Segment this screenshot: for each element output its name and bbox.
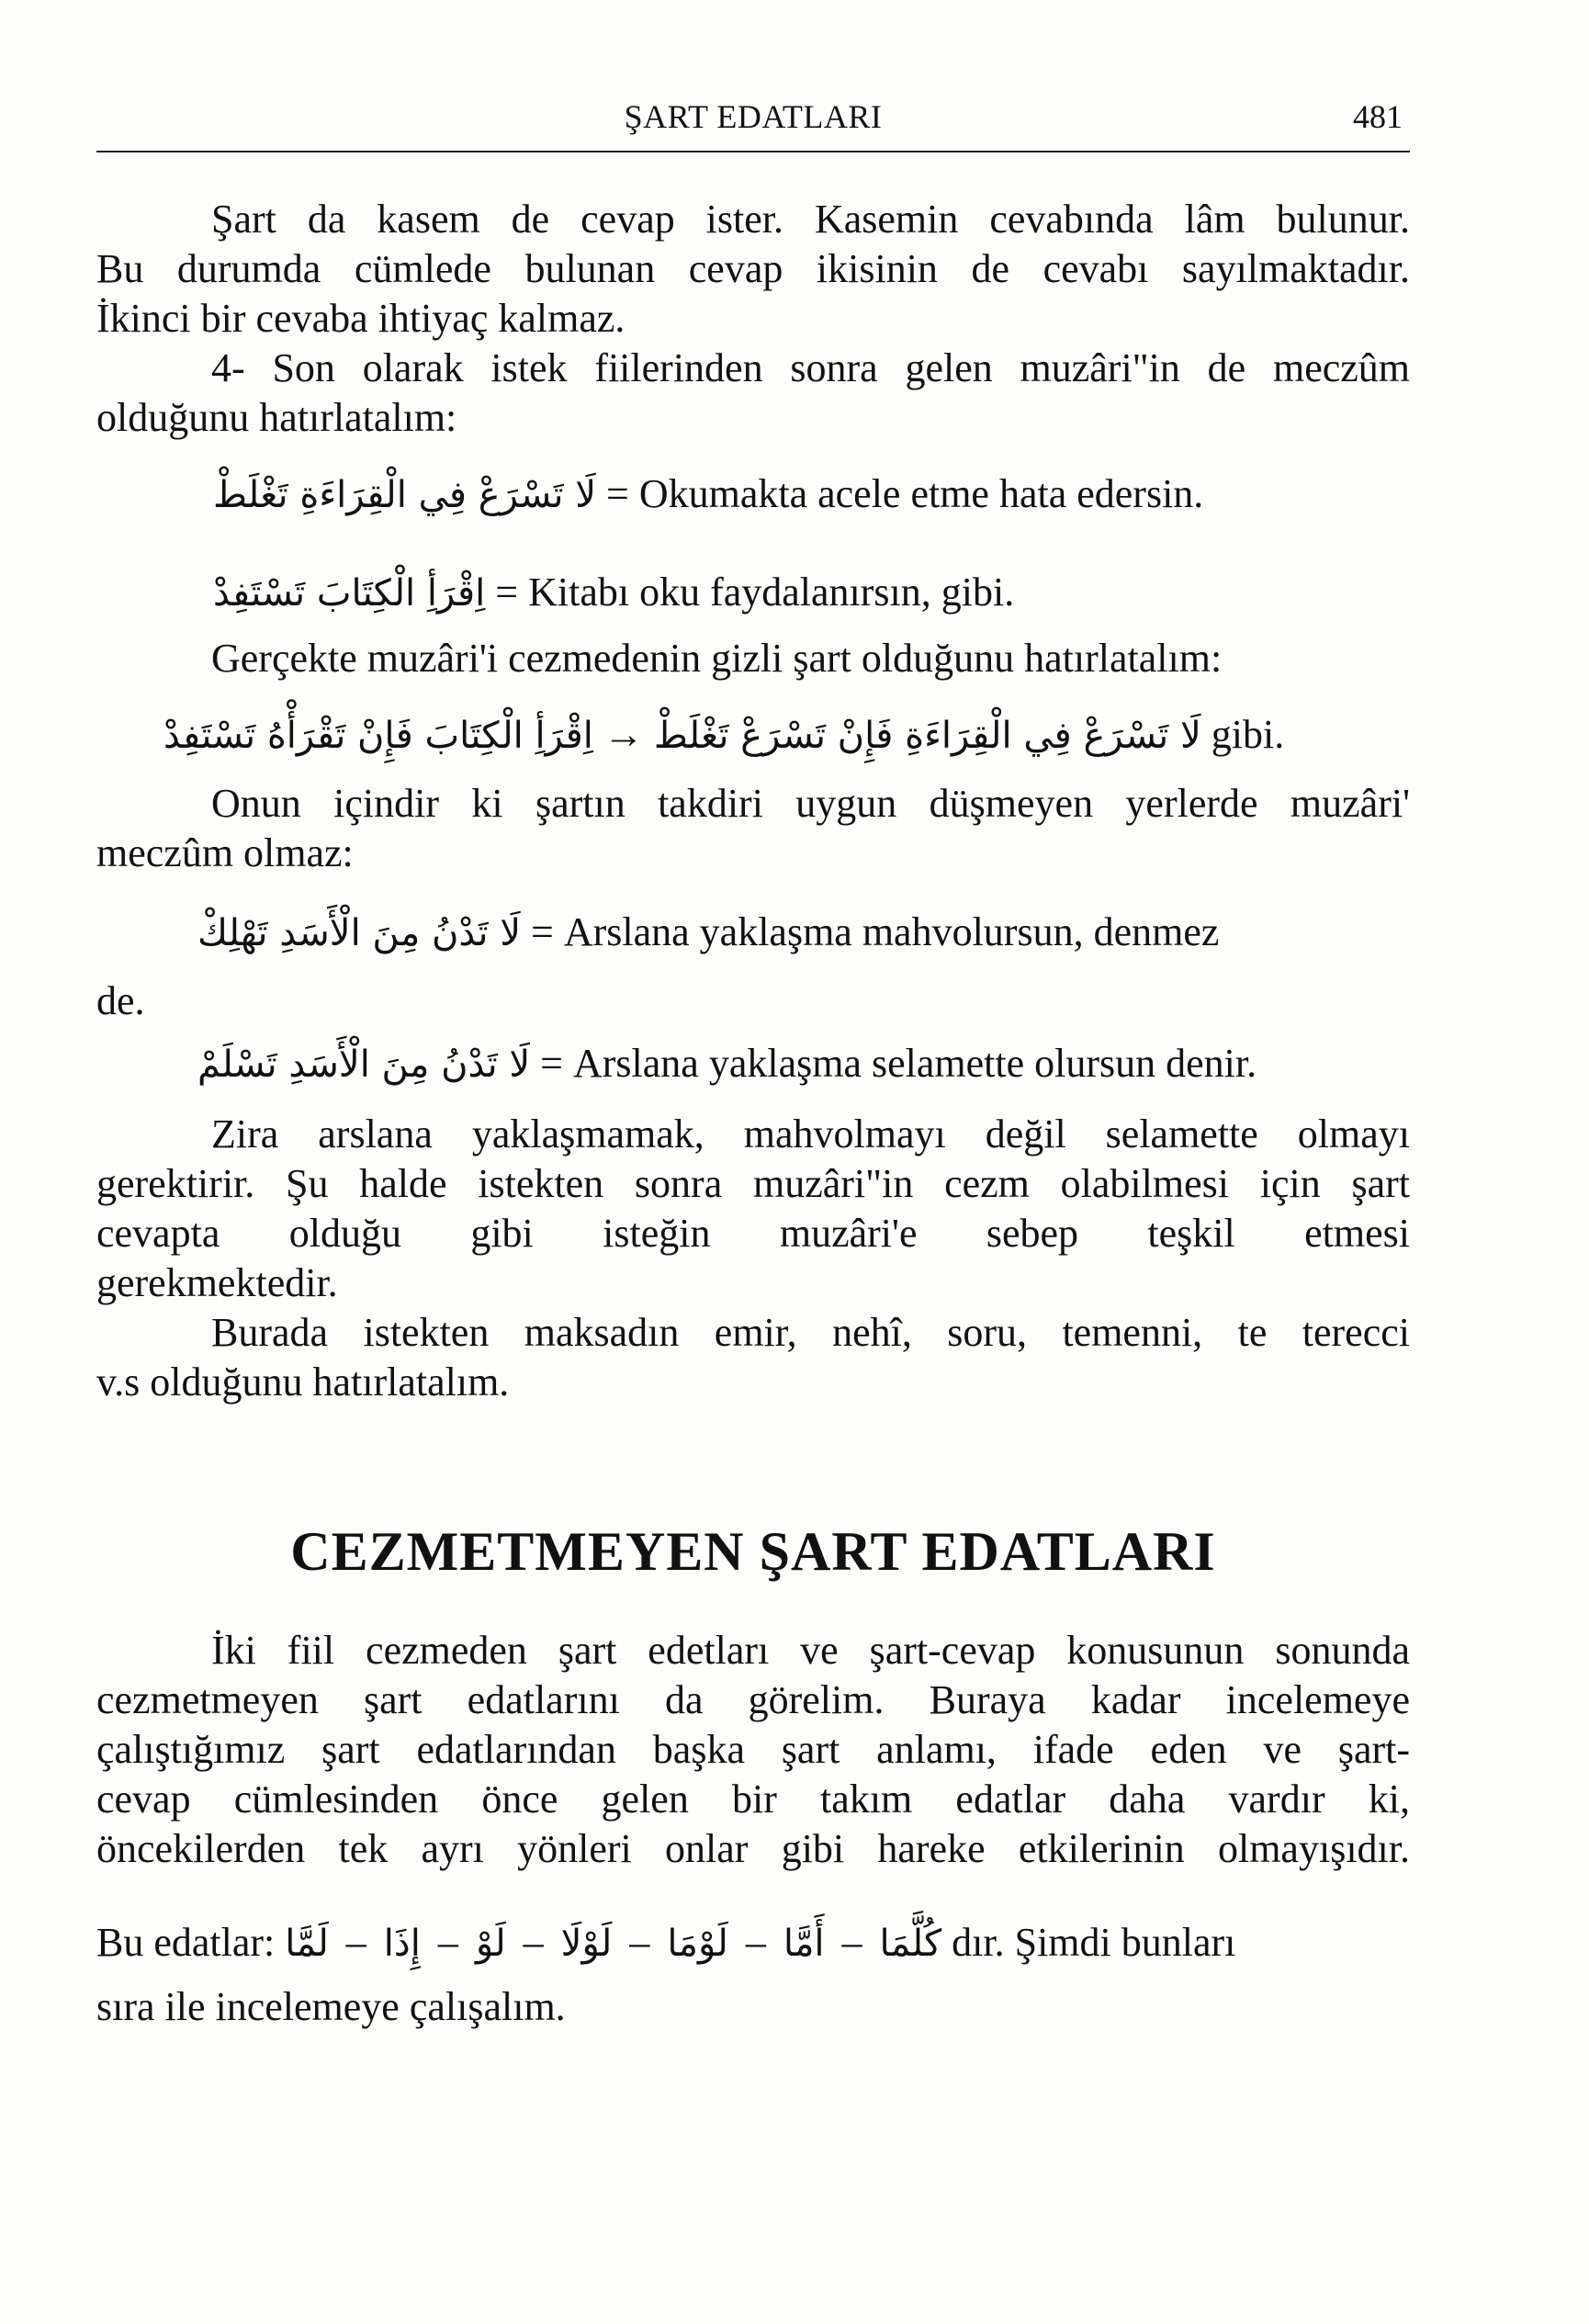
edatlar-suffix: dır. Şimdi bunları — [952, 1920, 1236, 1965]
edat-item: لَوْ — [475, 1923, 506, 1965]
arabic-example: لَا تَسْرَعْ فِي الْقِرَاءَةِ فَإِنْ تَسْرَعْ تَغْلَطْ — [653, 715, 1201, 757]
paragraph-last — [96, 1982, 1410, 2032]
paragraph-zira — [96, 1110, 1410, 1407]
page-number: 481 — [1353, 98, 1403, 135]
edat-item: كُلَّمَا — [879, 1923, 942, 1965]
text-line: öncekilerden tek ayrı yönleri onlar gibi hareke etkilerinin olmayışıdır. — [96, 1826, 1410, 1871]
edat-item: لَوْلَا — [560, 1923, 613, 1965]
translation: de. — [96, 978, 145, 1023]
edat-item: لَوْمَا — [667, 1923, 728, 1965]
suffix-text: gibi. — [1211, 712, 1285, 757]
arabic-example: لَا تَدْنُ مِنَ الْأَسَدِ تَسْلَمْ — [197, 1044, 531, 1086]
continuation-de — [96, 974, 145, 1029]
text-line: Burada istekten maksadın emir, nehî, soru, temenni, te terecci — [211, 1310, 1410, 1355]
page-header — [96, 96, 1410, 152]
text-line: Bu durumda cümlede bulunan cevap ikisinin de cevabı sayılmaktadır. — [96, 246, 1410, 291]
text-line: İki fiil cezmeden şart edetları ve şart-cevap konusunun sonunda — [211, 1628, 1410, 1673]
text-line: meczûm olmaz: — [96, 830, 354, 875]
section-heading: CEZMETMEYEN ŞART EDATLARI — [290, 1521, 1216, 1582]
text-line: cevapta olduğu gibi isteğin muzâri'e sebep teşkil etmesi — [96, 1211, 1410, 1256]
arabic-example: اِقْرَأِ الْكِتَابَ فَإِنْ تَقْرَأْهُ تَسْتَفِدْ — [163, 715, 593, 757]
running-title: ŞART EDATLARI — [624, 98, 883, 135]
text-line: gerektirir. Şu halde istekten sonra muzâri"in cezm olabilmesi için şart — [96, 1161, 1410, 1206]
edat-item: لَمَّا — [285, 1923, 329, 1965]
text-line: v.s olduğunu hatırlatalım. — [96, 1359, 510, 1405]
paragraph-iki-fiil — [96, 1626, 1410, 1874]
paragraph-onun-icindir — [96, 779, 1410, 878]
arrow-icon: → — [603, 712, 644, 757]
text-line: cevap cümlesinden önce gelen bir takım edatlar daha vardır ki, — [96, 1777, 1410, 1822]
text-line: Şart da kasem de cevap ister. Kasemin cevabında lâm bulunur. — [211, 197, 1410, 242]
arabic-example: لَا تَدْنُ مِنَ الْأَسَدِ تَهْلِكْ — [197, 912, 522, 954]
separator: – — [841, 1920, 862, 1965]
edat-item: إِذَا — [383, 1923, 421, 1965]
example-selamette — [197, 1036, 1257, 1092]
translation: = Arslana yaklaşma mahvolursun, denmez — [531, 909, 1220, 954]
text-line: İkinci bir cevaba ihtiyaç kalmaz. — [96, 296, 625, 341]
translation: = Okumakta acele etme hata edersin. — [606, 471, 1204, 516]
text-line: olduğunu hatırlatalım: — [96, 395, 457, 440]
arabic-example: لَا تَسْرَعْ فِي الْقِرَاءَةِ تَغْلَطْ — [213, 474, 597, 516]
text-line: Zira arslana yaklaşmamak, mahvolmayı değil selamette olmayı — [211, 1111, 1410, 1156]
translation: = Arslana yaklaşma selamette olursun denir. — [540, 1041, 1257, 1086]
edat-item: أَمَّا — [783, 1923, 825, 1965]
paragraph-gizli-sart — [96, 634, 1410, 683]
edatlar-prefix: Bu edatlar: — [96, 1920, 276, 1965]
separator: – — [523, 1920, 544, 1965]
paragraph-kasem — [96, 195, 1410, 443]
separator: – — [437, 1920, 458, 1965]
arabic-example: اِقْرَأِ الْكِتَابَ تَسْتَفِدْ — [213, 572, 486, 615]
text-line: Gerçekte muzâri'i cezmedenin gizli şart olduğunu hatırlatalım: — [211, 636, 1223, 681]
text-line: 4- Son olarak istek fiilerinden sonra gelen muzâri"in de meczûm — [211, 345, 1410, 390]
separator: – — [345, 1920, 366, 1965]
text-line: çalıştığımız şart edatlarından başka şart anlamı, ifade eden ve şart- — [96, 1727, 1410, 1772]
text-line: Onun içindir ki şartın takdiri uygun düşmeyen yerlerde muzâri' — [211, 781, 1410, 826]
text-line: cezmetmeyen şart edatlarını da görelim. Buraya kadar incelemeye — [96, 1677, 1410, 1722]
separator: – — [745, 1920, 766, 1965]
example-okumakta — [213, 467, 1203, 523]
edatlar-line — [96, 1915, 1235, 1971]
example-gizli-sart — [163, 707, 1284, 763]
text-line: gerekmektedir. — [96, 1260, 338, 1305]
translation: = Kitabı oku faydalanırsın, gibi. — [495, 570, 1015, 615]
separator: – — [629, 1920, 650, 1965]
example-mahvolursun — [197, 905, 1219, 961]
example-kitabi — [213, 565, 1014, 621]
text-line: sıra ile incelemeye çalışalım. — [96, 1984, 566, 2029]
